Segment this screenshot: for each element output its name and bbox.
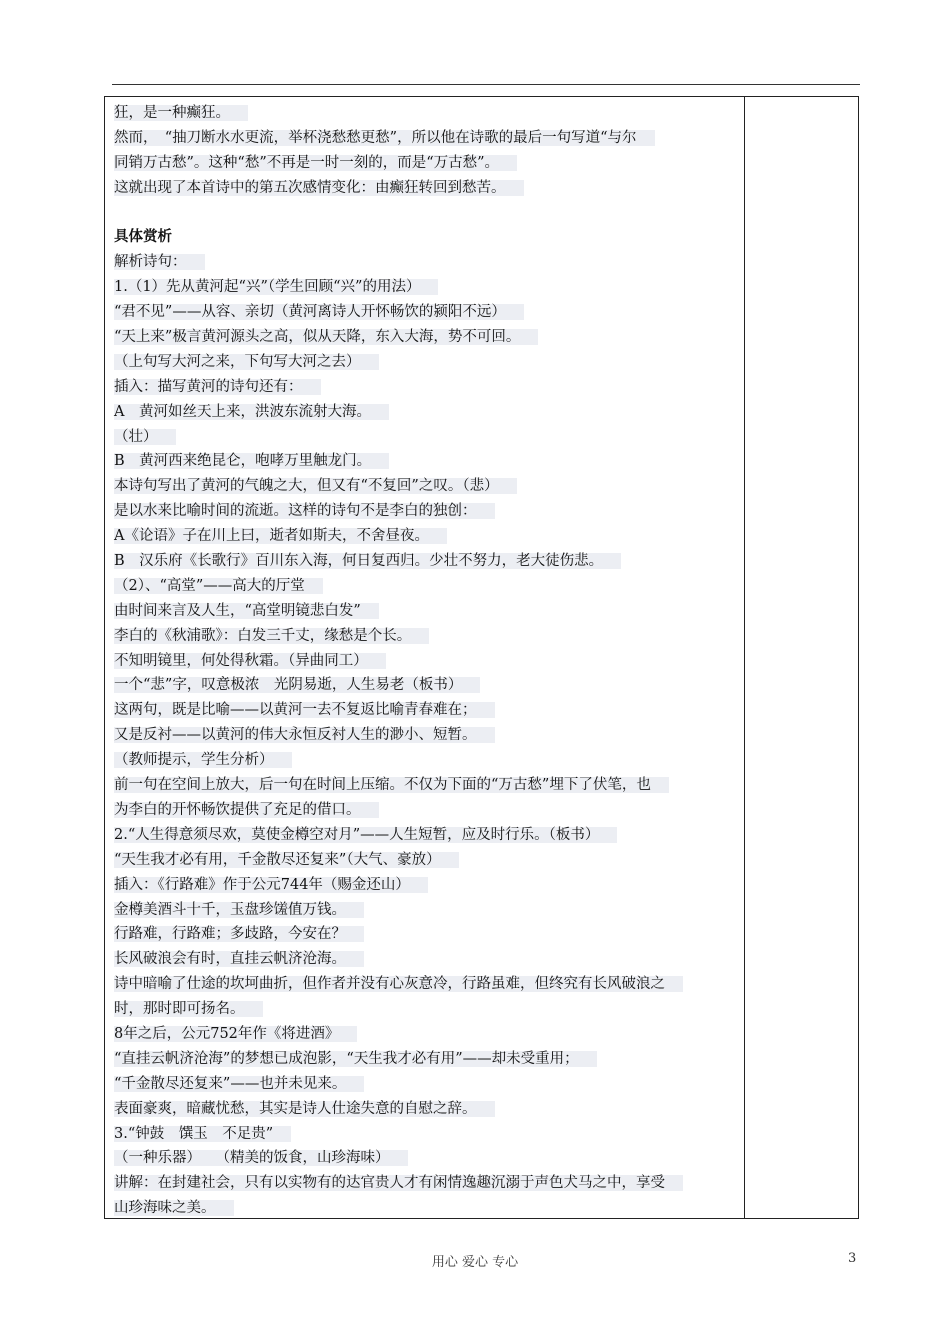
header-rule	[112, 84, 860, 85]
text-line: B 汉乐府《长歌行》百川东入海，何日复西归。少壮不努力，老大徒伤悲。	[114, 549, 740, 574]
text-line: A 黄河如丝天上来，洪波东流射大海。	[114, 400, 740, 425]
text-line: 8年之后，公元752年作《将进酒》	[114, 1022, 740, 1047]
blank-line	[114, 201, 740, 226]
text-line: 山珍海味之美。	[114, 1196, 740, 1221]
text-line: 一个“悲”字，叹意极浓 光阴易逝，人生易老（板书）	[114, 673, 740, 698]
text-line: 是以水来比喻时间的流逝。这样的诗句不是李白的独创：	[114, 499, 740, 524]
text-line: （一种乐器） （精美的饭食，山珍海味）	[114, 1146, 740, 1171]
text-line: 讲解：在封建社会，只有以实物有的达官贵人才有闲情逸趣沉溺于声色犬马之中，享受	[114, 1171, 740, 1196]
text-line: 不知明镜里，何处得秋霜。（异曲同工）	[114, 649, 740, 674]
text-line: 行路难，行路难；多歧路，今安在？	[114, 922, 740, 947]
lesson-content	[114, 101, 740, 1221]
text-line: 这就出现了本首诗中的第五次感情变化：由癫狂转回到愁苦。	[114, 176, 740, 201]
text-line: 金樽美酒斗十千，玉盘珍馐值万钱。	[114, 898, 740, 923]
text-line: 2.“人生得意须尽欢，莫使金樽空对月”——人生短暂，应及时行乐。（板书）	[114, 823, 740, 848]
text-line: 这两句，既是比喻——以黄河一去不复返比喻青春难在；	[114, 698, 740, 723]
text-line: B 黄河西来绝昆仑，咆哮万里触龙门。	[114, 449, 740, 474]
text-line: 3.“钟鼓 馔玉 不足贵”	[114, 1122, 740, 1147]
text-line: 解析诗句：	[114, 250, 740, 275]
text-line: “千金散尽还复来”——也并未见来。	[114, 1072, 740, 1097]
text-line: 时，那时即可扬名。	[114, 997, 740, 1022]
text-line: 然而， “抽刀断水水更流，举杯浇愁愁更愁”，所以他在诗歌的最后一句写道“与尔	[114, 126, 740, 151]
text-line: 由时间来言及人生，“高堂明镜悲白发”	[114, 599, 740, 624]
text-line: （壮）	[114, 425, 740, 450]
text-line: 1.（1）先从黄河起“兴”（学生回顾“兴”的用法）	[114, 275, 740, 300]
text-line: 插入：描写黄河的诗句还有：	[114, 375, 740, 400]
page-number: 3	[848, 1251, 857, 1266]
text-line: 李白的《秋浦歌》：白发三千丈，缘愁是个长。	[114, 624, 740, 649]
text-line: “直挂云帆济沧海”的梦想已成泡影，“天生我才必有用”——却未受重用；	[114, 1047, 740, 1072]
text-line: （2）、“高堂”——高大的厅堂	[114, 574, 740, 599]
text-line: 长风破浪会有时，直挂云帆济沧海。	[114, 947, 740, 972]
text-line: 诗中暗喻了仕途的坎坷曲折，但作者并没有心灰意冷，行路虽难，但终究有长风破浪之	[114, 972, 740, 997]
text-line: 表面豪爽，暗藏忧愁，其实是诗人仕途失意的自慰之辞。	[114, 1097, 740, 1122]
text-line: 前一句在空间上放大，后一句在时间上压缩。不仅为下面的“万古愁”埋下了伏笔，也	[114, 773, 740, 798]
text-line: （教师提示，学生分析）	[114, 748, 740, 773]
section-heading: 具体赏析	[114, 228, 172, 246]
text-line: A《论语》子在川上曰，逝者如斯夫，不舍昼夜。	[114, 524, 740, 549]
text-line: 为李白的开怀畅饮提供了充足的借口。	[114, 798, 740, 823]
text-line: 插入：《行路难》作于公元744年（赐金还山）	[114, 873, 740, 898]
table-column-divider	[744, 96, 745, 1219]
text-line: “君不见”——从容、亲切（黄河离诗人开怀畅饮的颍阳不远）	[114, 300, 740, 325]
text-line: 同销万古愁”。这种“愁”不再是一时一刻的，而是“万古愁”。	[114, 151, 740, 176]
text-line: 本诗句写出了黄河的气魄之大，但又有“不复回”之叹。（悲）	[114, 474, 740, 499]
text-line: “天生我才必有用，千金散尽还复来”（大气、豪放）	[114, 848, 740, 873]
text-line: 又是反衬——以黄河的伟大永恒反衬人生的渺小、短暂。	[114, 723, 740, 748]
page-footer: 用心 爱心 专心	[431, 1255, 519, 1270]
text-line: （上句写大河之来，下句写大河之去）	[114, 350, 740, 375]
text-line: 狂，是一种癫狂。	[114, 101, 740, 126]
text-line: “天上来”极言黄河源头之高，似从天降，东入大海，势不可回。	[114, 325, 740, 350]
